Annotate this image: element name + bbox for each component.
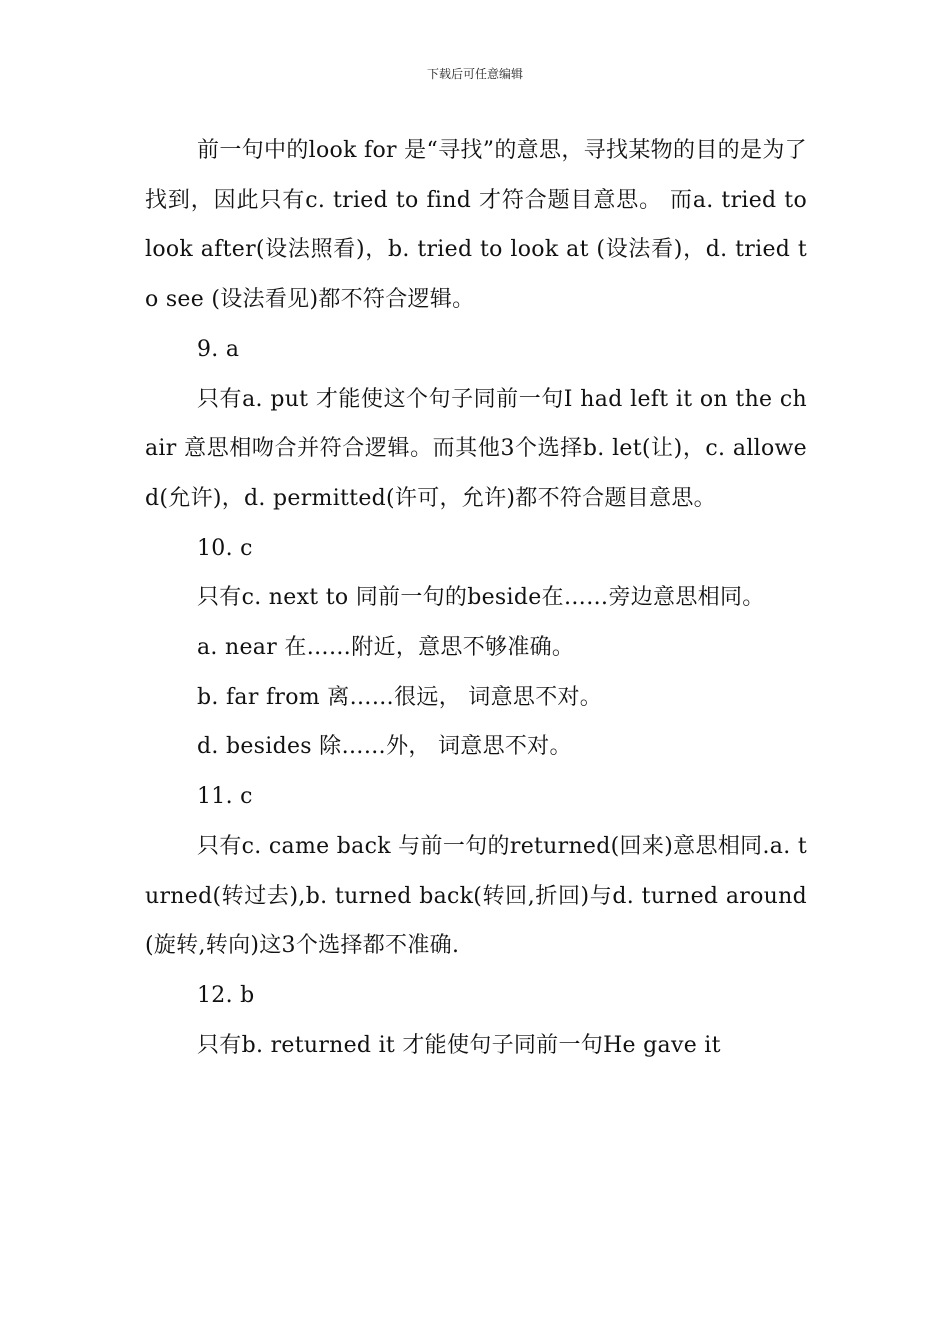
answer-11: 11. c bbox=[197, 784, 253, 810]
paragraph-explanation-9: 只有a. put 才能使这个句子同前一句I had left it on the chair 意思相吻合并符合逻辑。而其他3个选择b. let(让)，c. allowed(允许)，d. permitted(许可，允许)都不符合题目意思。 bbox=[145, 386, 807, 511]
answer-9: 9. a bbox=[197, 336, 240, 362]
option-a-note: a. near 在……附近，意思不够准确。 bbox=[197, 635, 575, 661]
answer-12: 12. b bbox=[197, 982, 255, 1008]
paragraph-explanation-8: 前一句中的look for 是“寻找”的意思，寻找某物的目的是为了找到，因此只有c. tried to find 才符合题目意思。 而a. tried to look after(设法照看)，b. tried to look at (设法看)，d. tried to see (设法看见)都不符合逻辑。 bbox=[145, 138, 807, 313]
paragraph-explanation-11: 只有c. came back 与前一句的returned(回来)意思相同.a. turned(转过去),b. turned back(转回,折回)与d. turned around(旋转,转向)这3个选择都不准确. bbox=[145, 833, 807, 959]
document-body bbox=[145, 126, 807, 1070]
answer-10: 10. c bbox=[197, 535, 253, 561]
option-b-note: b. far from 离……很远， 词意思不对。 bbox=[197, 684, 603, 710]
paragraph-explanation-10: 只有c. next to 同前一句的beside在……旁边意思相同。 bbox=[197, 585, 765, 611]
option-d-note: d. besides 除……外， 词意思不对。 bbox=[197, 734, 572, 760]
page-header: 下载后可任意编辑 bbox=[426, 67, 523, 81]
paragraph-explanation-12: 只有b. returned it 才能使句子同前一句He gave it bbox=[197, 1032, 721, 1058]
